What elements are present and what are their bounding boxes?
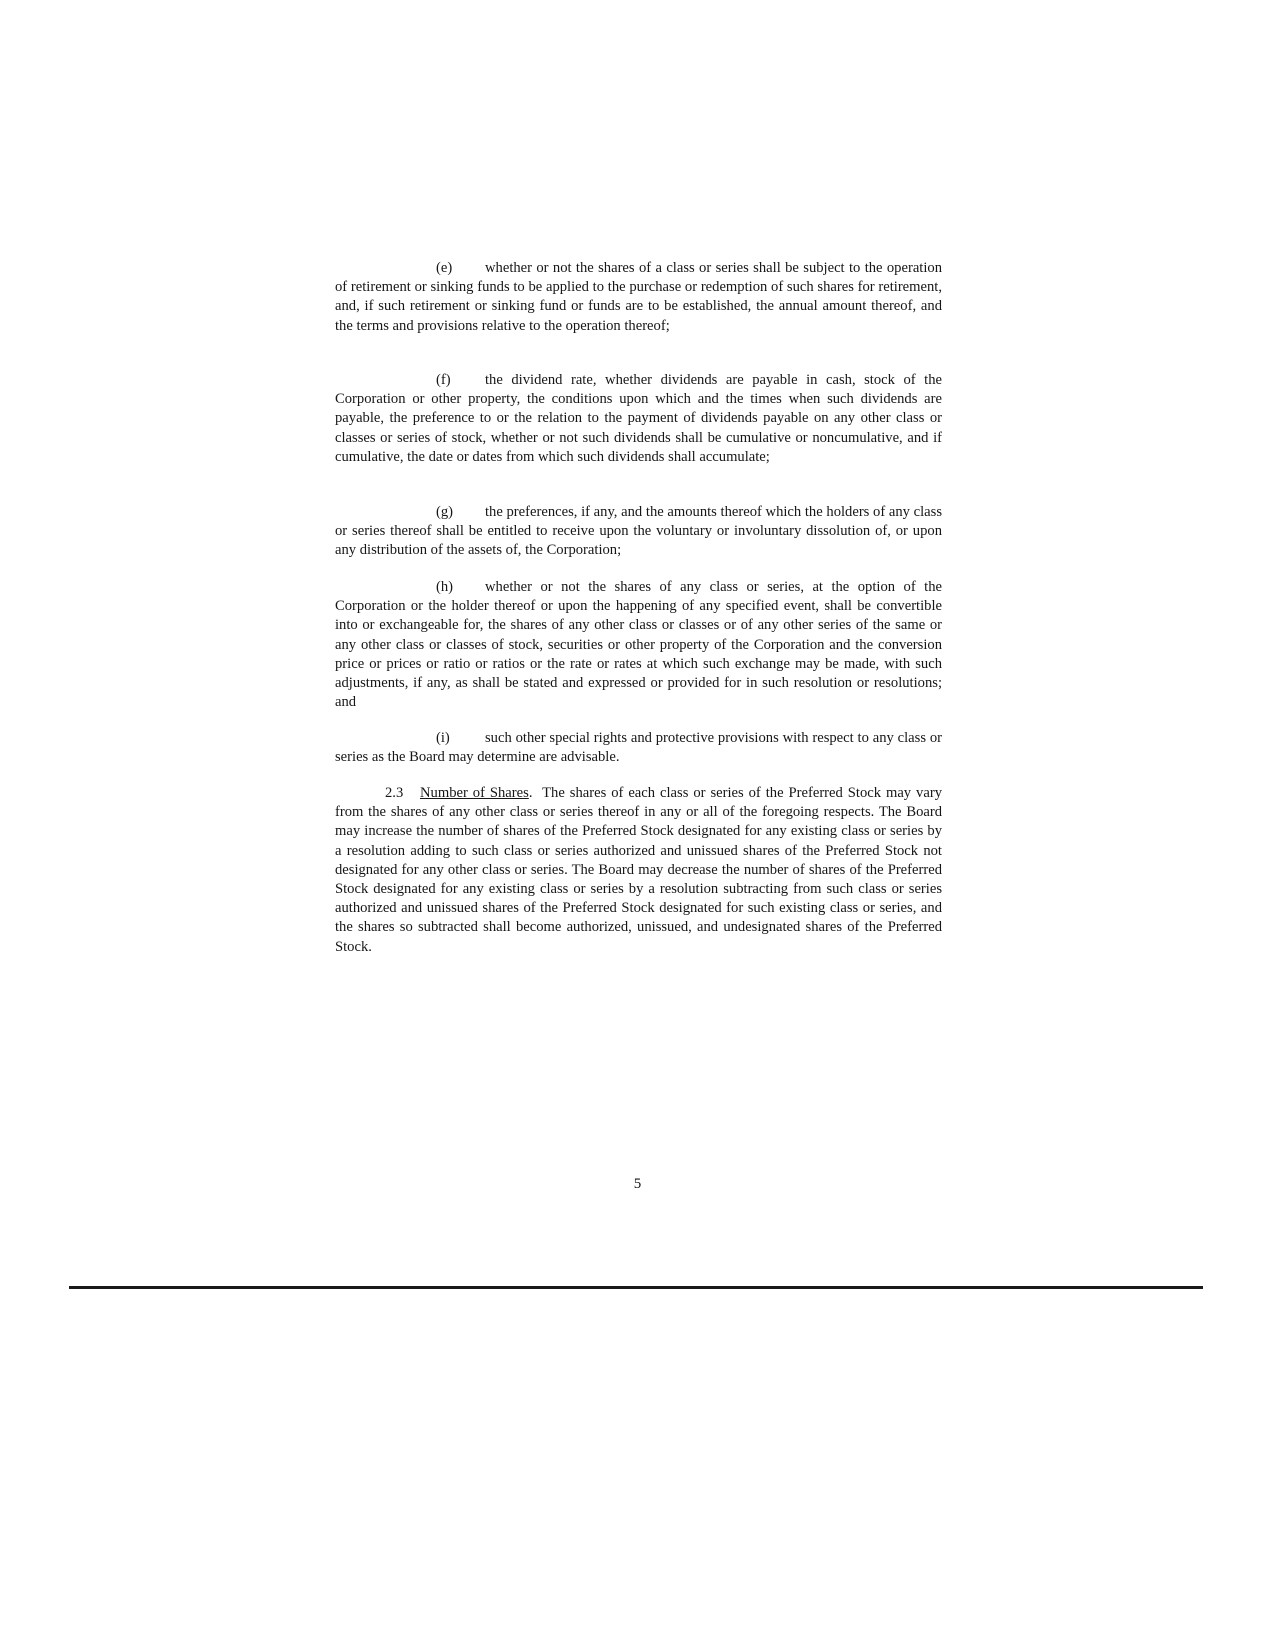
item-marker-i: (i) [436,730,450,746]
paragraph-f-text: the dividend rate, whether dividends are payable in cash, stock of the Corporation or other property, the conditions upon which and the times when such dividends are payable, the preference to or the relation to the payment of dividends payable on any other class or classes or series of stock, whether or not such dividends shall be cumulative or noncumulative, and if cumulative, the date or dates from which such dividends shall accumulate; [335,372,942,465]
section-heading-punct: . [528,785,533,801]
section-2-3-text: The shares of each class or series of the Preferred Stock may vary from the shares of any other class or series thereof in any or all of the foregoing respects. The Board may increase the number of shares of the Preferred Stock designated for any existing class or series by a resolution adding to such class or series authorized and unissued shares of the Preferred Stock not designated for any other class or series. The Board may decrease the number of shares of the Preferred Stock designated for any existing class or series by a resolution subtracting from such class or series authorized and unissued shares of the Preferred Stock designated for such existing class or series, and the shares so subtracted shall become authorized, unissued, and undesignated shares of the Preferred Stock. [335,785,942,955]
page-bottom-rule [69,1286,1203,1289]
paragraph-e [335,259,942,336]
section-number: 2.3 [385,785,404,801]
paragraph-g-text: the preferences, if any, and the amounts thereof which the holders of any class or series thereof shall be entitled to receive upon the voluntary or involuntary dissolution of, or upon any distribution of the assets of, the Corporation; [335,504,942,559]
section-heading: Number of Shares [420,785,529,801]
paragraph-i [335,729,942,767]
paragraph-i-text: such other special rights and protective provisions with respect to any class or series as the Board may determine are advisable. [335,730,942,766]
item-marker-e: (e) [436,260,453,276]
paragraph-h [335,578,942,712]
paragraph-f [335,371,942,467]
paragraph-h-text: whether or not the shares of any class or series, at the option of the Corporation or the holder thereof or upon the happening of any specified event, shall be convertible into or exchangeable for, the shares of any other class or classes or of any other series of the same or any other class or classes of stock, securities or other property of the Corporation and the conversion price or prices or ratio or ratios or the rate or rates at which such exchange may be made, with such adjustments, if any, as shall be stated and expressed or provided for in such resolution or resolutions; and [335,579,942,711]
item-marker-g: (g) [436,504,454,520]
section-2-3 [335,784,942,957]
item-marker-h: (h) [436,579,454,595]
page-number: 5 [633,1176,642,1192]
paragraph-e-text: whether or not the shares of a class or series shall be subject to the operation of retirement or sinking funds to be applied to the purchase or redemption of such shares for retirement, and, if such retirement or sinking fund or funds are to be established, the annual amount thereof, and the terms and provisions relative to the operation thereof; [335,260,942,334]
paragraph-g [335,503,942,561]
item-marker-f: (f) [436,372,451,388]
